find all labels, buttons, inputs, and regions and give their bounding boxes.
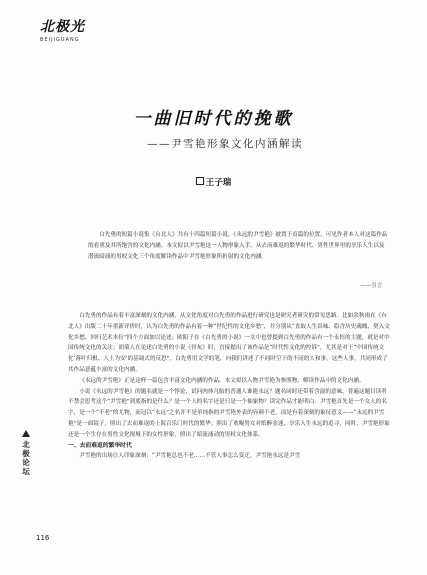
column-name-char-3: 论 [22, 458, 30, 467]
author-box-marker [196, 177, 204, 185]
article-body [68, 311, 392, 462]
body-paragraph: 小说《永远的尹雪艳》的题名就是一个悖论，试问肉体凡胎的普通人谁能永远？题名同时还带着含混的意味，普遍这题目读者不禁会思考这个“尹雪艳”到底指的是什么？是一个人的名字还是只是一个抽象物？读完作品才能明白，尹雪艳首先是一个女人的名字，是一个“不老”的尤物，而冠以“永远”之名并不是单纯指的尹雪艳外表的容颜不老，而是有着深刻的象征意义——“永远的尹雪艳”是一面镜子，照出了去而难返的上海百乐门时代的繁华；照出了欢喝男女对纸醉金迷、享乐人生永远的追寻，同时，尹雪艳形象还是一个生存在男性文化视域下的女性形象，照出了暗流涌动的男权文化体系。 [68, 388, 390, 438]
abstract-label: ——引言 [360, 283, 383, 289]
author-line [0, 176, 427, 188]
author-name: 王子瑞 [205, 178, 232, 188]
body-paragraph: 白先勇的作品有着丰富深刻的文化内涵，从文化角度对白先勇的作品进行研究也是研究者研究的常见思路。比如余秋雨在《台北人》出版二十年重新评价时，认为白先勇的作品有着一种“世纪性的文化乡愁”，并分别从“直取人生真味、隐含历史魂魄、契入文化乡愁、回归艺术本位”四个方面加以论述；欧阳子在《白先勇的小说》一文中也曾提到白先勇的作品有一个永恒的主题，就是对中国传统文化的关注；胡菊人在论述白先勇的小说《骨灰》时，直接提出了该作品是“时代性文化的控诉”，尤其是对于“中国传统文化‘落叶归根、人土为安’的基调式的反思”。白先勇用文学的笔，向我们讲述了不同时空下的不同的人和事，这些人事，共同形成了其作品意蕴丰富的文化内涵。 [68, 313, 390, 373]
body-paragraph: 《永远的尹雪艳》正是这样一篇包含丰富文化内涵的作品，本文拟以人物尹雪艳为参照物，解读作品中的文化内涵。 [79, 377, 365, 384]
column-name-char-2: 极 [22, 449, 30, 458]
column-name [20, 440, 32, 476]
column-name-char-1: 北 [22, 440, 30, 449]
abstract-text: 白先勇的短篇小说集《台北人》共有十四篇短篇小说，《永远的尹雪艳》被置于首篇的位置，可见作者本人对这篇作品的看重及其所饱含的文化内涵。本文拟以尹雪艳这一人物形象入手，从去而难返的繁华时代、男性世界里的享乐人生以及潜流暗涌的男权文化三个角度解读作品中尹雪艳形象所折射的文化内涵。 [88, 232, 388, 261]
page-number: 116 [36, 534, 50, 542]
section-heading: 一、去而难返的繁华时代 [68, 442, 132, 449]
column-side-marker [20, 430, 32, 476]
triangle-icon [22, 430, 30, 437]
body-paragraph: 尹雪艳的出场让人印象深刻：“尹雪艳总也不老……不管人事怎么变迁，尹雪艳永远是尹雪 [79, 453, 301, 460]
journal-logo [40, 16, 85, 43]
article-title: 一曲旧时代的挽歌 [133, 109, 294, 129]
column-name-char-4: 坛 [22, 467, 30, 476]
journal-logo-chinese: 北极光 [40, 19, 85, 35]
journal-logo-pinyin: BEIJIGUANG [40, 37, 80, 43]
article-subtitle: ——尹雪艳形象文化内涵解读 [147, 138, 303, 150]
